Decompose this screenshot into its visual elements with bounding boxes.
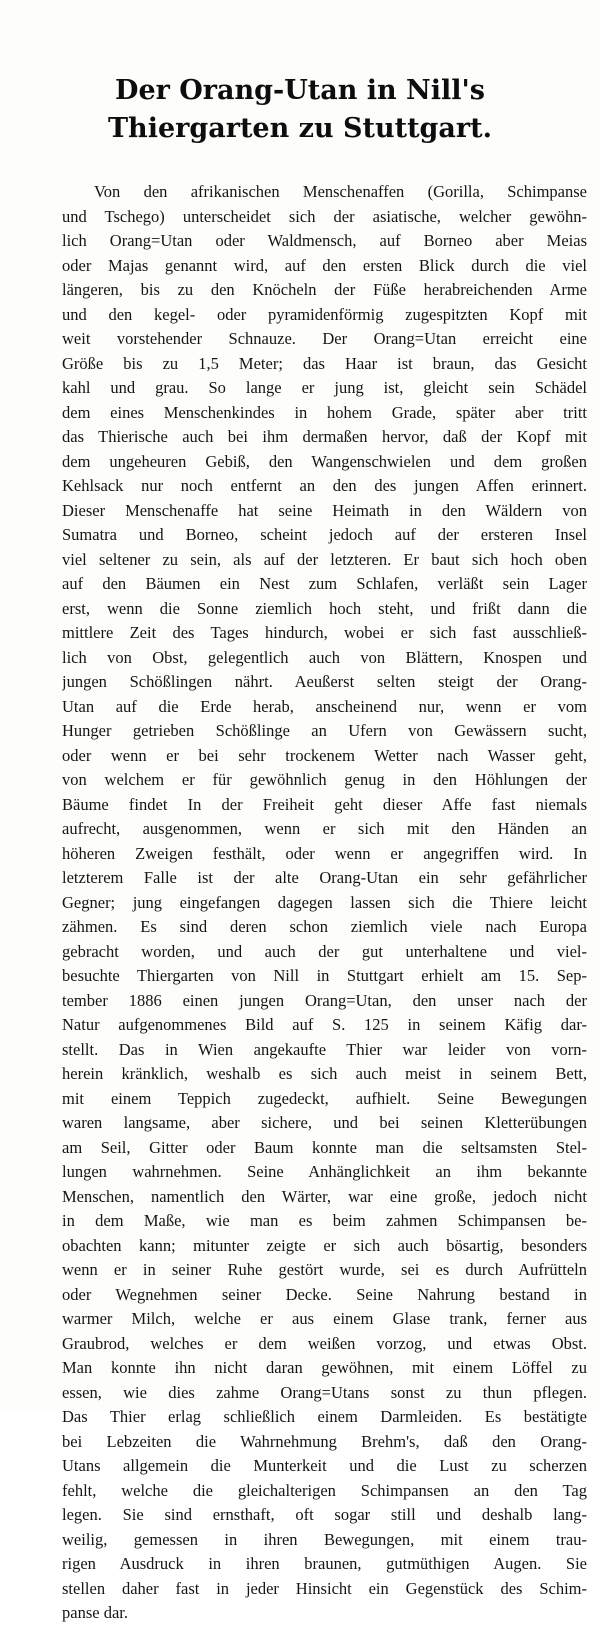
body-line: jungen Schößlingen nährt. Aeußerst selten steigt der Orang-	[62, 672, 587, 691]
body-line: lungen wahrnehmen. Seine Anhänglichkeit an ihm bekannte	[62, 1162, 587, 1181]
body-line: mittlere Zeit des Tages hindurch, wobei er sich fast ausschließ-	[62, 623, 587, 642]
body-line: oder Wegnehmen seiner Decke. Seine Nahrung bestand in	[62, 1284, 587, 1304]
body-line: zähmen. Es sind deren schon ziemlich viele nach Europa	[62, 917, 587, 936]
article-body	[62, 180, 587, 1626]
body-line: stellen daher fast in jeder Hinsicht ein Gegenstück des Schim-	[62, 1578, 587, 1598]
body-line: dem eines Menschenkindes in hohem Grade, später aber tritt	[62, 402, 587, 422]
body-line: und den kegel- oder pyramidenförmig zugespitzten Kopf mit	[62, 304, 587, 324]
body-line: am Seil, Gitter oder Baum konnte man die seltsamsten Stel-	[62, 1137, 587, 1157]
body-line: Größe bis zu 1,5 Meter; das Haar ist braun, das Gesicht	[62, 353, 587, 373]
body-line: herein kränklich, weshalb es sich auch meist in seinem Bett,	[62, 1064, 587, 1083]
body-line: Utan auf die Erde herab, anscheinend nur, wenn er vom	[62, 696, 587, 716]
body-line: weit vorstehender Schnauze. Der Orang=Utan erreicht eine	[62, 329, 587, 348]
body-line: stellt. Das in Wien angekaufte Thier war leider von vorn-	[62, 1039, 587, 1059]
body-line: rigen Ausdruck in ihren braunen, gutmüthigen Augen. Sie	[62, 1554, 587, 1573]
body-line: erst, wenn die Sonne ziemlich hoch steht, und frißt dann die	[62, 598, 587, 618]
article-title: Der Orang-Utan in Nill's Thiergarten zu Stuttgart.	[107, 75, 493, 144]
body-line: essen, wie dies zahme Orang=Utans sonst zu thun pflegen.	[62, 1382, 587, 1402]
body-line: besuchte Thiergarten von Nill in Stuttgart erhielt am 15. Sep-	[62, 966, 587, 985]
body-line: Sumatra und Borneo, scheint jedoch auf der ersteren Insel	[62, 525, 587, 544]
body-line: lich Orang=Utan oder Waldmensch, auf Borneo aber Meias	[62, 231, 587, 250]
body-line: bei Lebzeiten die Wahrnehmung Brehm's, daß den Orang-	[62, 1431, 587, 1451]
body-line: Hunger getrieben Schößlinge an Ufern von Gewässern sucht,	[62, 721, 587, 740]
body-line: lich von Obst, gelegentlich auch von Blättern, Knospen und	[62, 647, 587, 667]
body-line: kahl und grau. So lange er jung ist, gleicht sein Schädel	[62, 378, 587, 397]
body-line: gebracht worden, und auch der gut unterhaltene und viel-	[62, 941, 587, 961]
body-line: legen. Sie sind ernsthaft, oft sogar still und deshalb lang-	[62, 1505, 587, 1524]
body-line: Das Thier erlag schließlich einem Darmleiden. Es bestätigte	[62, 1407, 587, 1426]
body-line: Graubrod, welches er dem weißen vorzog, und etwas Obst.	[62, 1333, 587, 1353]
body-line: viel seltener zu sein, als auf der letzteren. Er baut sich hoch oben	[62, 549, 587, 569]
body-line: panse dar.	[62, 1603, 128, 1622]
body-line: waren langsame, aber sichere, und bei seinen Kletterübungen	[62, 1113, 587, 1132]
body-line: höheren Zweigen festhält, oder wenn er angegriffen wird. In	[62, 843, 587, 863]
body-line: tember 1886 einen jungen Orang=Utan, den unser nach der	[62, 990, 587, 1010]
body-line: das Thierische auch bei ihm dermaßen hervor, daß der Kopf mit	[62, 427, 587, 446]
body-line: obachten kann; mitunter zeigte er sich auch bösartig, besonders	[62, 1235, 587, 1255]
body-line: Menschen, namentlich den Wärter, war eine große, jedoch nicht	[62, 1186, 587, 1206]
body-line: aufrecht, ausgenommen, wenn er sich mit den Händen an	[62, 819, 587, 838]
body-line: und Tschego) unterscheidet sich der asiatische, welcher gewöhn-	[62, 206, 587, 226]
body-line: Kehlsack nur noch entfernt an den des jungen Affen erinnert.	[62, 476, 587, 495]
body-line: oder Majas genannt wird, auf den ersten Blick durch die viel	[62, 255, 587, 275]
body-line: längeren, bis zu den Knöcheln der Füße herabreichenden Arme	[62, 280, 587, 299]
body-line: Von den afrikanischen Menschenaffen (Gorilla, Schimpanse	[94, 182, 587, 201]
body-line: Gegner; jung eingefangen dagegen lassen sich die Thiere leicht	[62, 892, 587, 912]
body-line: warmer Milch, welche er aus einem Glase trank, ferner aus	[62, 1309, 587, 1328]
body-line: auf den Bäumen ein Nest zum Schlafen, verläßt sein Lager	[62, 574, 587, 593]
body-line: fehlt, welche die gleichalterigen Schimpansen an den Tag	[62, 1480, 587, 1500]
body-line: Dieser Menschenaffe hat seine Heimath in den Wäldern von	[62, 500, 587, 520]
body-line: in dem Maße, wie man es beim zahmen Schimpansen be-	[62, 1211, 587, 1230]
body-line: weilig, gemessen in ihren Bewegungen, mit einem trau-	[62, 1529, 587, 1549]
body-line: dem ungeheuren Gebiß, den Wangenschwielen und dem großen	[62, 451, 587, 471]
body-line: oder wenn er bei sehr trockenem Wetter nach Wasser geht,	[62, 745, 587, 765]
body-line: Utans allgemein die Munterkeit und die Lust zu scherzen	[62, 1456, 587, 1475]
body-line: letzterem Falle ist der alte Orang-Utan ein sehr gefährlicher	[62, 868, 587, 887]
body-line: Man konnte ihn nicht daran gewöhnen, mit einem Löffel zu	[62, 1358, 587, 1377]
body-line: Bäume findet In der Freiheit geht dieser Affe fast niemals	[62, 794, 587, 814]
body-line: mit einem Teppich zugedeckt, aufhielt. Seine Bewegungen	[62, 1088, 587, 1108]
body-line: wenn er in seiner Ruhe gestört wurde, sei es durch Aufrütteln	[62, 1260, 587, 1279]
body-line: Natur aufgenommenes Bild auf S. 125 in seinem Käfig dar-	[62, 1015, 587, 1034]
body-line: von welchem er für gewöhnlich genug in den Höhlungen der	[62, 770, 587, 789]
